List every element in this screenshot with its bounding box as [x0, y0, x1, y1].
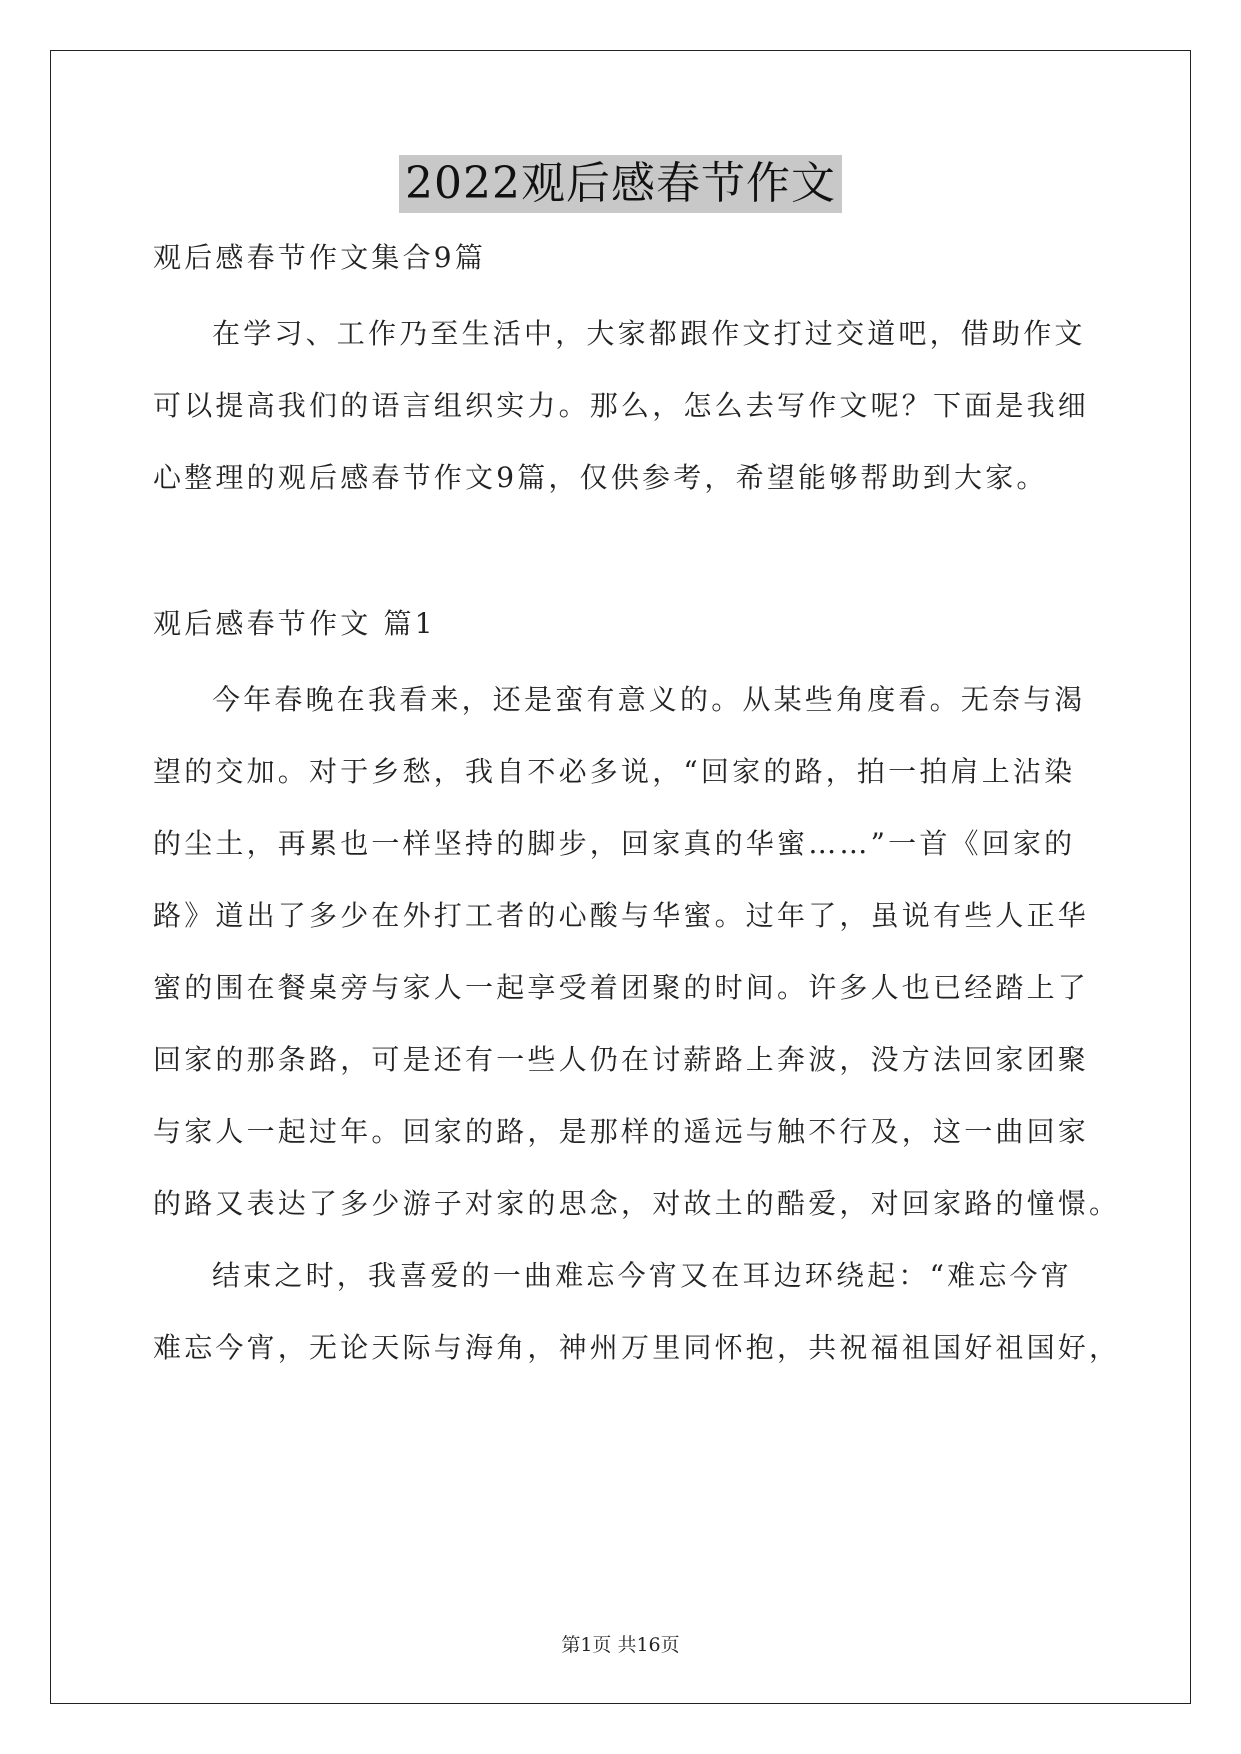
- document-title: 2022观后感春节作文: [399, 155, 842, 213]
- paragraph1-line-1: 今年春晚在我看来，还是蛮有意义的。从某些角度看。无奈与渴: [212, 683, 1086, 716]
- paragraph1-line-7: 与家人一起过年。回家的路，是那样的遥远与触不行及，这一曲回家: [153, 1115, 1090, 1148]
- intro-line-3: 心整理的观后感春节作文9篇，仅供参考，希望能够帮助到大家。: [153, 461, 1048, 494]
- paragraph1-line-4: 路》道出了多少在外打工者的心酸与华蜜。过年了，虽说有些人正华: [153, 899, 1090, 932]
- paragraph1-line-8: 的路又表达了多少游子对家的思念，对故土的酷爱，对回家路的憧憬。: [153, 1187, 1121, 1220]
- subtitle: 观后感春节作文集合9篇: [153, 241, 487, 274]
- paragraph1-line-6: 回家的那条路，可是还有一些人仍在讨薪路上奔波，没方法回家团聚: [153, 1043, 1090, 1076]
- paragraph1-line-3: 的尘土，再累也一样坚持的脚步，回家真的华蜜……”一首《回家的: [153, 827, 1076, 860]
- page-border: [50, 50, 1191, 1704]
- intro-line-2: 可以提高我们的语言组织实力。那么，怎么去写作文呢？下面是我细: [153, 389, 1090, 422]
- intro-line-1: 在学习、工作乃至生活中，大家都跟作文打过交道吧，借助作文: [212, 317, 1086, 350]
- paragraph1-line-5: 蜜的围在餐桌旁与家人一起享受着团聚的时间。许多人也已经踏上了: [153, 971, 1090, 1004]
- section-heading: 观后感春节作文 篇1: [153, 607, 436, 640]
- page-number: 第1页 共16页: [561, 1634, 680, 1656]
- paragraph1-line-2: 望的交加。对于乡愁，我自不必多说，“回家的路，拍一拍肩上沾染: [153, 755, 1076, 788]
- paragraph2-line-1: 结束之时，我喜爱的一曲难忘今宵又在耳边环绕起：“难忘今宵: [212, 1259, 1072, 1292]
- paragraph2-line-2: 难忘今宵，无论天际与海角，神州万里同怀抱，共祝福祖国好祖国好，: [153, 1331, 1121, 1364]
